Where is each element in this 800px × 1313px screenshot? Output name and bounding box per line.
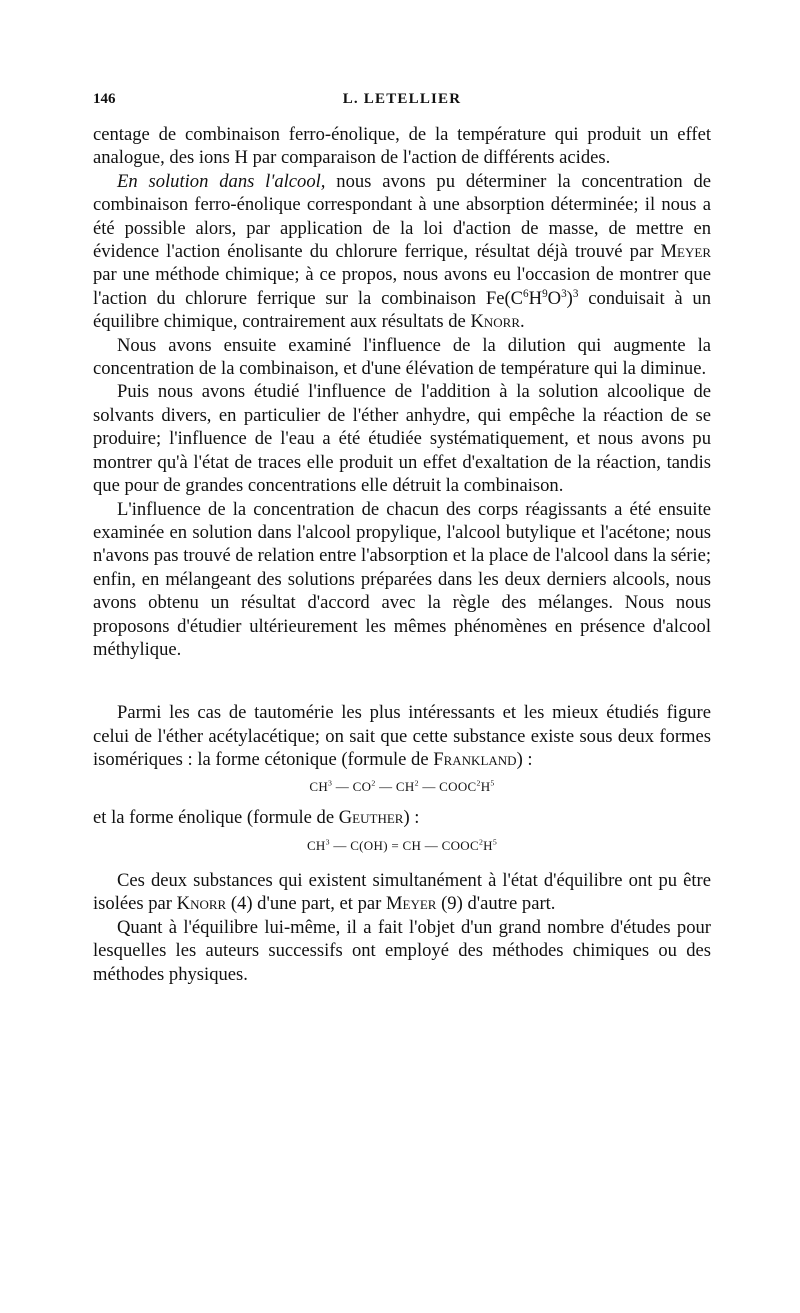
author-name: Knorr — [470, 311, 520, 333]
text-run: Parmi les cas de tautomérie les plus intéressants et les mieux étudiés figure celui de l'éther acétylacétique; on sait que cette substance existe sous deux formes isomériques : la forme cétonique (formule de — [93, 702, 711, 771]
paragraph-concentration: L'influence de la concentration de chacun des corps réagissants a été ensuite examinée en solution dans l'alcool propylique, l'alcool butylique et l'acétone; nous n'avons pas trouvé de relation entre l'absorption et la place de l'alcool dans la série; enfin, en mélangeant des solutions préparées dans les deux derniers alcools, nous avons obtenu un résultat d'accord avec la règle des mélanges. Nous nous proposons d'étudier ultérieurement les mêmes phénomènes en présence d'alcool méthylique. — [93, 498, 711, 660]
paragraph-equilibrium: Quant à l'équilibre lui-même, il a fait l'objet d'un grand nombre d'études pour lesquelles les auteurs successifs ont employé des méthodes chimiques ou des méthodes physiques. — [93, 916, 711, 985]
formula-keto-form — [93, 778, 711, 796]
text-run: O — [547, 287, 562, 309]
text-run: ) — [566, 287, 573, 309]
text-run: ) : — [403, 806, 420, 828]
text-run: (9) d'autre part. — [436, 893, 556, 915]
superscript: 2 — [476, 778, 481, 788]
paragraph-enol-form — [93, 806, 711, 829]
superscript: 5 — [492, 837, 498, 847]
text-run: . — [519, 311, 525, 333]
section-gap — [93, 661, 711, 701]
paragraph-solvents: Puis nous avons étudié l'influence de l'addition à la solution alcoolique de solvants divers, en particulier de l'éther anhydre, qui empêche la réaction de se produire; l'influence de l'eau a été étudiée systématiquement, et nous avons pu montrer qu'à l'état de traces elle produit un effet d'exaltation de la réaction, tandis que pour de grandes concentrations elle détruit la combinaison. — [93, 381, 711, 497]
author-name: Meyer — [385, 893, 437, 915]
text-run: par une méthode chimique; à ce propos, nous avons eu l'occasion de montrer que l'action du chlorure ferrique sur la combinaison Fe(C — [93, 264, 711, 309]
superscript: 3 — [328, 778, 333, 788]
formula-run: CH — [309, 778, 329, 794]
superscript: 3 — [572, 287, 579, 300]
superscript: 2 — [478, 837, 484, 847]
text-run: ) : — [516, 749, 533, 771]
superscript: 2 — [414, 778, 419, 788]
formula-run: — C(OH) = CH — COOC — [329, 837, 479, 853]
formula-run: CH — [306, 837, 326, 853]
formula-run: H — [480, 778, 491, 794]
italic-phrase: En solution dans l'alcool, — [117, 170, 326, 192]
paragraph-tautomerism — [93, 701, 711, 771]
text-run: et la forme énolique (formule de — [93, 806, 339, 828]
superscript: 9 — [542, 287, 548, 300]
superscript: 3 — [325, 837, 330, 847]
author-name: Geuther — [338, 806, 404, 828]
text-run: H — [528, 287, 543, 309]
page-header — [93, 88, 711, 110]
page-body — [93, 123, 711, 986]
superscript: 6 — [523, 287, 529, 300]
paragraph-alcohol-solution — [93, 170, 711, 334]
formula-run: — CH — [375, 778, 415, 794]
paragraph-isolation — [93, 869, 711, 916]
author-name: Frankland — [433, 749, 517, 771]
formula-run: — COOC — [418, 778, 477, 794]
text-run: conduisait à un équilibre chimique, contrairement aux résultats de — [93, 287, 712, 333]
paragraph-dilution: Nous avons ensuite examiné l'influence de la dilution qui augmente la concentration de la combinaison, et d'une élévation de température qui la diminue. — [93, 334, 711, 380]
formula-run: — CO — [332, 778, 372, 794]
superscript: 2 — [371, 778, 376, 788]
page-number: 146 — [93, 91, 116, 107]
text-run: (4) d'une part, et par — [226, 893, 386, 915]
formula-enol-form — [93, 837, 711, 855]
paragraph-continuation: centage de combinaison ferro-énolique, de la température qui produit un effet analogue, des ions H par comparaison de l'action de différents acides. — [93, 124, 711, 169]
text-run: nous avons pu déterminer la concentration de combinaison ferro-énolique correspondant à une absorption déterminée; il nous a été possible alors, par application de la loi d'action de masse, de mettre en évidence l'action énolisante du chlorure ferrique, résultat déjà trouvé par — [93, 170, 712, 263]
author-name: Knorr — [176, 893, 227, 915]
superscript: 5 — [490, 778, 495, 788]
formula-run: H — [483, 837, 493, 853]
running-title: L. LETELLIER — [342, 91, 462, 107]
author-name: Meyer — [660, 241, 711, 263]
superscript: 3 — [561, 287, 567, 300]
text-run: Ces deux substances qui existent simultanément à l'état d'équilibre ont pu être isolées par — [93, 869, 711, 915]
